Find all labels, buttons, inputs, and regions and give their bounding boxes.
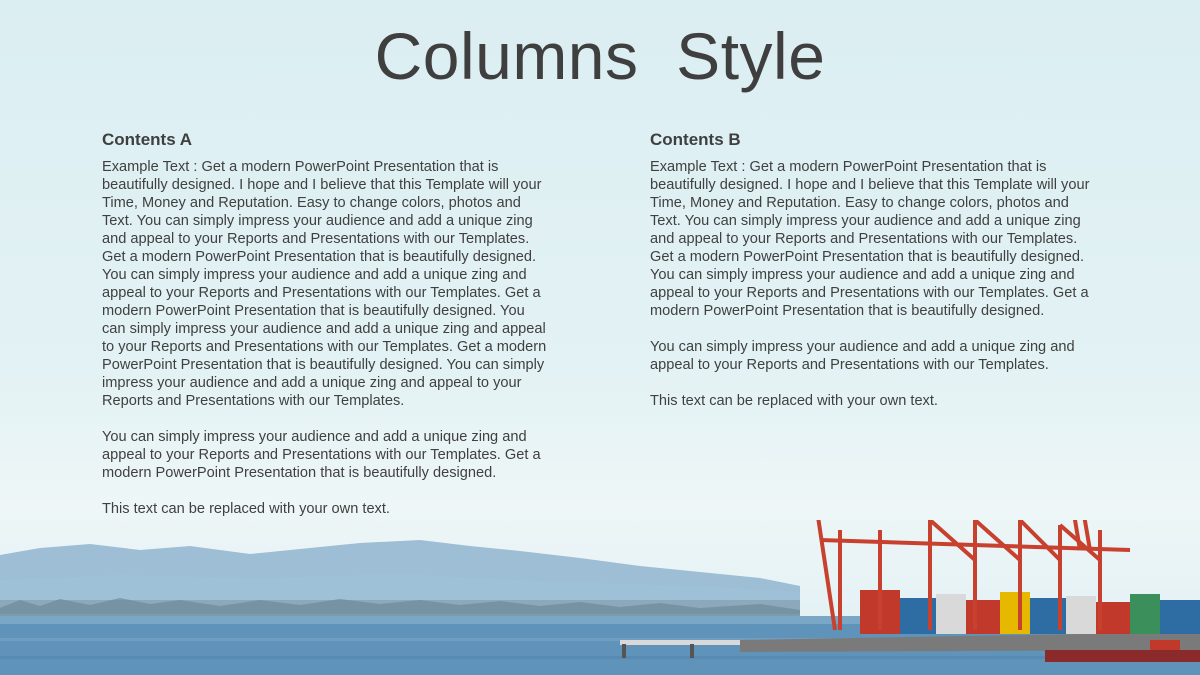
column-contents-b	[650, 130, 1100, 428]
harbor-cranes-photo	[0, 520, 1200, 675]
column-a-heading: Contents A	[102, 130, 193, 149]
column-contents-a	[102, 130, 552, 536]
column-a-paragraph-1: Example Text : Get a modern PowerPoint Presentation that is beautifully designed. I hope and I believe that this Template will your Time, Money and Reputation. Easy to change colors, photos and Text. You can simply impress your audience and add a unique zing and appeal to your Reports and Presentations with our Templates. Get a modern PowerPoint Presentation that is beautifully designed. You can simply impress your audience and add a unique zing and appeal to your Reports and Presentations with our Templates. Get a modern PowerPoint Presentation that is beautifully designed. You can simply impress your audience and add a unique zing and appeal to your Reports and Presentations with our Templates. Get a modern PowerPoint Presentation that is beautifully designed. You can simply impress your audience and add a unique zing and appeal to your Reports and Presentations with our Templates.	[102, 159, 547, 409]
container-stacks	[860, 590, 1200, 634]
column-b-paragraph-1: Example Text : Get a modern PowerPoint Presentation that is beautifully designed. I hope and I believe that this Template will your Time, Money and Reputation. Easy to change colors, photos and Text. You can simply impress your audience and add a unique zing and appeal to your Reports and Presentations with our Templates. Get a modern PowerPoint Presentation that is beautifully designed. You can simply impress your audience and add a unique zing and appeal to your Reports and Presentations with our Templates. Get a modern PowerPoint Presentation that is beautifully designed.	[650, 159, 1090, 319]
column-a-paragraph-2: You can simply impress your audience and add a unique zing and appeal to your Reports and Presentations with our Templates. Get a modern PowerPoint Presentation that is beautifully designed.	[102, 429, 541, 481]
column-a-paragraph-3: This text can be replaced with your own text.	[102, 501, 390, 517]
column-b-paragraph-2: You can simply impress your audience and add a unique zing and appeal to your Reports and Presentations with our Templates.	[650, 339, 1075, 373]
column-b-heading: Contents B	[650, 130, 741, 149]
column-b-paragraph-3: This text can be replaced with your own text.	[650, 393, 938, 409]
slide-title: Columns Style	[374, 19, 826, 93]
